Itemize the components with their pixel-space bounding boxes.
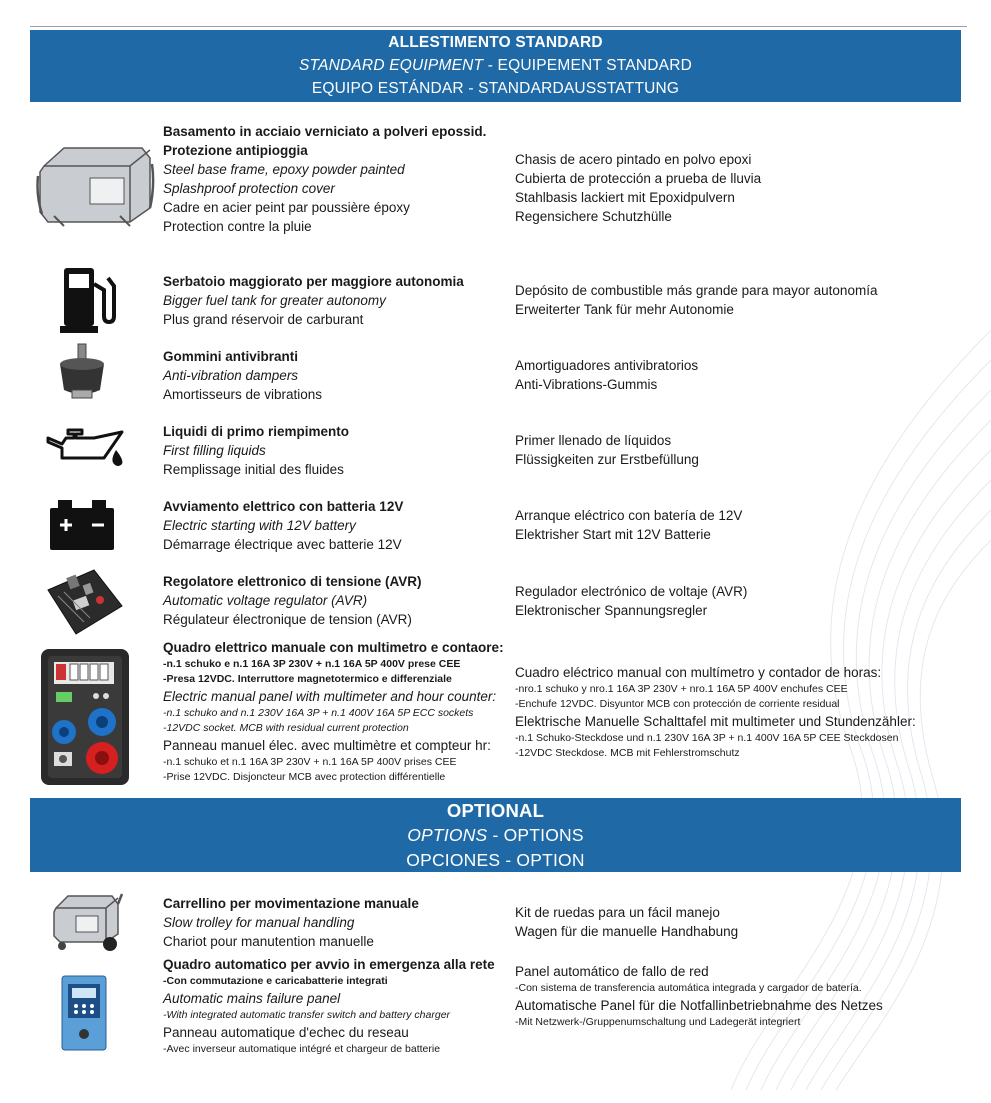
item-text-en: First filling liquids bbox=[163, 443, 266, 458]
header-line-2 bbox=[30, 54, 961, 77]
item-text-en: Electric starting with 12V battery bbox=[163, 518, 356, 533]
item-text-fr: Amortisseurs de vibrations bbox=[163, 387, 323, 402]
optional-header-line-2-rest: - OPTIONS bbox=[487, 825, 584, 845]
avr-board-icon bbox=[44, 566, 126, 638]
optional-header bbox=[30, 798, 961, 872]
generator-frame-icon bbox=[34, 136, 156, 228]
fuel-pump-icon bbox=[58, 266, 120, 334]
item-text-de: Flüssigkeiten zur Erstbefüllung bbox=[515, 452, 699, 467]
item-detail-fr-1: -n.1 schuko et n.1 16A 3P 230V + n.1 16A 5P 400V prises CEE bbox=[163, 756, 457, 768]
item-title-it: Avviamento elettrico con batteria 12V bbox=[163, 499, 404, 514]
item-text-de: Stahlbasis lackiert mit Epoxidpulvern bbox=[515, 190, 735, 205]
item-title-it: Liquidi di primo riempimento bbox=[163, 424, 350, 439]
item-detail-it-2: -Presa 12VDC. Interruttore magnetotermico e differenziale bbox=[163, 673, 452, 685]
item-text-fr: Chariot pour manutention manuelle bbox=[163, 934, 374, 949]
header-line-1: ALLESTIMENTO STANDARD bbox=[388, 34, 603, 51]
item-detail-es-2: -Enchufe 12VDC. Disyuntor MCB con protección de corriente residual bbox=[515, 698, 840, 710]
ats-panel-icon bbox=[60, 974, 108, 1052]
optional-header-line-2 bbox=[30, 823, 961, 848]
item-title-it: Quadro automatico per avvio in emergenza alla rete bbox=[163, 957, 495, 972]
header-line-2-italic: STANDARD EQUIPMENT bbox=[299, 57, 484, 74]
item-text-en-2: Splashproof protection cover bbox=[163, 181, 335, 196]
item-text-en: Anti-vibration dampers bbox=[163, 368, 299, 383]
item-text-fr: Régulateur électronique de tension (AVR) bbox=[163, 612, 412, 627]
item-text-en: Slow trolley for manual handling bbox=[163, 915, 355, 930]
item-text-es-2: Cubierta de protección a prueba de lluvia bbox=[515, 171, 762, 186]
standard-equipment-header bbox=[30, 30, 961, 102]
item-text-de: Automatische Panel für die Notfallinbetriebnahme des Netzes bbox=[515, 998, 883, 1013]
optional-header-line-2-italic: OPTIONS bbox=[407, 825, 488, 845]
item-text-de: Anti-Vibrations-Gummis bbox=[515, 377, 658, 392]
oil-can-icon bbox=[44, 424, 126, 472]
item-text-de: Erweiterter Tank für mehr Autonomie bbox=[515, 302, 734, 317]
item-title-it: Basamento in acciaio verniciato a polveri epossid. bbox=[163, 124, 487, 139]
header-line-3: EQUIPO ESTÁNDAR - STANDARDAUSSTATTUNG bbox=[311, 80, 680, 97]
item-detail-en-2: -12VDC socket. MCB with residual current protection bbox=[163, 722, 409, 734]
item-text-en: Automatic mains failure panel bbox=[163, 991, 341, 1006]
item-detail-de-1: -Mit Netzwerk-/Gruppenumschaltung und Ladegerät integriert bbox=[515, 1016, 801, 1028]
item-text-es: Chasis de acero pintado en polvo epoxi bbox=[515, 152, 752, 167]
item-text-es: Primer llenado de líquidos bbox=[515, 433, 672, 448]
item-detail-fr-1: -Avec inverseur automatique intégré et chargeur de batterie bbox=[163, 1043, 441, 1055]
trolley-icon bbox=[46, 890, 124, 952]
item-text-fr: Panneau manuel élec. avec multimètre et compteur hr: bbox=[163, 738, 491, 753]
item-text-es: Regulador electrónico de voltaje (AVR) bbox=[515, 584, 748, 599]
item-text-es: Kit de ruedas para un fácil manejo bbox=[515, 905, 720, 920]
item-text-en: Steel base frame, epoxy powder painted bbox=[163, 162, 405, 177]
item-text-fr: Remplissage initial des fluides bbox=[163, 462, 344, 477]
item-text-es: Cuadro eléctrico manual con multímetro y contador de horas: bbox=[515, 665, 882, 680]
control-panel-icon bbox=[40, 648, 130, 786]
header-line-2-rest: - EQUIPEMENT STANDARD bbox=[483, 57, 692, 74]
optional-header-line-3: OPCIONES - OPTION bbox=[406, 850, 585, 870]
item-text-fr: Cadre en acier peint par poussière époxy bbox=[163, 200, 410, 215]
item-detail-de-2: -12VDC Steckdose. MCB mit Fehlerstromschutz bbox=[515, 747, 740, 759]
item-detail-fr-2: -Prise 12VDC. Disjoncteur MCB avec protection différentielle bbox=[163, 771, 446, 783]
item-text-en: Automatic voltage regulator (AVR) bbox=[163, 593, 368, 608]
item-text-de: Wagen für die manuelle Handhabung bbox=[515, 924, 739, 939]
item-title-it: Regolatore elettronico di tensione (AVR) bbox=[163, 574, 422, 589]
item-title-it: Gommini antivibranti bbox=[163, 349, 299, 364]
item-text-de: Elektrische Manuelle Schalttafel mit multimeter und Stundenzähler: bbox=[515, 714, 916, 729]
item-detail-en-1: -With integrated automatic transfer switch and battery charger bbox=[163, 1009, 451, 1021]
item-text-fr-2: Protection contre la pluie bbox=[163, 219, 312, 234]
item-text-fr: Démarrage électrique avec batterie 12V bbox=[163, 537, 402, 552]
optional-header-line-1: OPTIONAL bbox=[446, 800, 545, 821]
item-text-fr: Panneau automatique d'echec du reseau bbox=[163, 1025, 409, 1040]
item-text-es: Panel automático de fallo de red bbox=[515, 964, 709, 979]
item-title-it: Quadro elettrico manuale con multimetro e contaore: bbox=[163, 640, 504, 655]
item-detail-de-1: -n.1 Schuko-Steckdose und n.1 230V 16A 3P + n.1 400V 16A 5P CEE Steckdosen bbox=[515, 732, 899, 744]
item-title-it: Serbatoio maggiorato per maggiore autonomia bbox=[163, 274, 464, 289]
top-rule bbox=[30, 26, 967, 27]
item-text-fr: Plus grand réservoir de carburant bbox=[163, 312, 364, 327]
vibration-damper-icon bbox=[54, 342, 110, 400]
item-text-de-2: Regensichere Schutzhülle bbox=[515, 209, 672, 224]
item-title-it: Carrellino per movimentazione manuale bbox=[163, 896, 419, 911]
item-detail-it-1: -Con commutazione e caricabatterie integrati bbox=[163, 975, 388, 987]
item-text-es: Amortiguadores antivibratorios bbox=[515, 358, 699, 373]
battery-icon bbox=[48, 498, 116, 552]
item-text-de: Elektrisher Start mit 12V Batterie bbox=[515, 527, 711, 542]
item-detail-es-1: -nro.1 schuko y nro.1 16A 3P 230V + nro.1 16A 5P 400V enchufes CEE bbox=[515, 683, 848, 695]
item-detail-es-1: -Con sistema de transferencia automática integrada y cargador de batería. bbox=[515, 982, 862, 994]
item-text-en: Bigger fuel tank for greater autonomy bbox=[163, 293, 386, 308]
item-detail-en-1: -n.1 schuko and n.1 230V 16A 3P + n.1 400V 16A 5P ECC sockets bbox=[163, 707, 474, 719]
item-text-de: Elektronischer Spannungsregler bbox=[515, 603, 708, 618]
item-text-es: Depósito de combustible más grande para mayor autonomía bbox=[515, 283, 878, 298]
item-text-en: Electric manual panel with multimeter and hour counter: bbox=[163, 689, 497, 704]
item-title-it-2: Protezione antipioggia bbox=[163, 143, 308, 158]
item-text-es: Arranque eléctrico con batería de 12V bbox=[515, 508, 743, 523]
item-detail-it-1: -n.1 schuko e n.1 16A 3P 230V + n.1 16A 5P 400V prese CEE bbox=[163, 658, 461, 670]
